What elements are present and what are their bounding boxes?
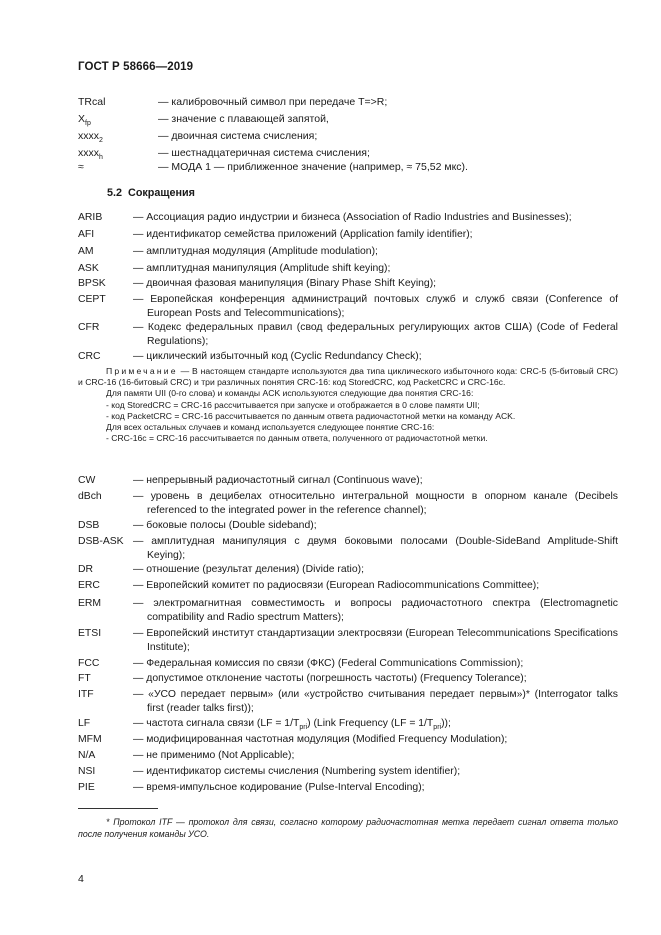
abbr-desc: — «УСО передает первым» (или «устройство считывания передает первым»)* (Interrogator talks first (reader talks first)); [133, 689, 618, 714]
abbr-term: AFI [78, 229, 95, 240]
abbr-row [78, 277, 618, 291]
abbr-desc: — Федеральная комиссия по связи (ФКС) (Federal Communications Commission); [133, 658, 524, 669]
abbr-row [78, 627, 618, 655]
symbol-term: ≈ [78, 161, 84, 173]
abbr-row [78, 597, 618, 625]
abbr-row [78, 657, 618, 671]
symbol-row [78, 147, 598, 161]
section-heading [107, 187, 195, 199]
abbr-row [78, 688, 618, 716]
note-first-paragraph [78, 366, 618, 388]
symbol-term: TRcal [78, 96, 106, 108]
abbr-desc: — боковые полосы (Double sideband); [133, 520, 317, 531]
abbr-desc: — Кодекс федеральных правил (свод федеральных регулирующих актов США) (Code of Federal Regulations); [133, 322, 618, 347]
symbol-term: $X_{fp}$ [78, 113, 91, 127]
abbr-desc: — непрерывный радиочастотный сигнал (Continuous wave); [133, 475, 423, 486]
abbr-term: DSB-ASK [78, 536, 124, 547]
abbr-desc: — не применимо (Not Applicable); [133, 750, 295, 761]
abbr-row [78, 579, 618, 593]
abbr-row [78, 672, 618, 686]
abbr-term: CRC [78, 351, 101, 362]
symbol-desc: — шестнадцатеричная система счисления; [158, 147, 370, 159]
symbol-term: xxxx$_2$ [78, 130, 103, 144]
abbr-row [78, 781, 618, 795]
abbr-row [78, 474, 618, 488]
note-label: Примечание [106, 366, 178, 376]
abbr-term: DSB [78, 520, 100, 531]
symbol-desc: — двоичная система счисления; [158, 130, 318, 142]
section-number: 5.2 [107, 187, 123, 199]
abbr-term: N/A [78, 750, 96, 761]
symbol-desc: — значение с плавающей запятой, [158, 113, 329, 125]
abbr-desc: — частота сигнала связи $(LF = 1/T_{pri})$ (Link Frequency $(LF = 1/T_{pri})$); [133, 718, 451, 731]
section-title: Сокращения [128, 187, 195, 199]
abbr-row [78, 228, 618, 242]
abbr-row [78, 490, 618, 518]
abbr-desc: — двоичная фазовая манипуляция (Binary Phase Shift Keying); [133, 278, 437, 289]
abbr-term: ERC [78, 580, 100, 591]
abbr-desc: — Европейская конференция администраций почтовых служб и служб связи (Conference of European Posts and Telecommunications); [133, 294, 618, 319]
abbr-term: AM [78, 246, 94, 257]
abbr-desc: — допустимое отклонение частоты (погрешность частоты) (Frequency Tolerance); [133, 673, 527, 684]
abbr-desc: — Европейский комитет по радиосвязи (European Radiocommunications Committee); [133, 580, 540, 591]
abbr-desc: — уровень в децибелах относительно интегральной мощности в опорном канале (Decibels referenced to the integrated power in the reference channel); [133, 491, 618, 516]
abbr-row [78, 733, 618, 747]
abbr-term: dBch [78, 491, 102, 502]
abbr-term: ETSI [78, 628, 102, 639]
abbr-desc: — циклический избыточный код (Cyclic Redundancy Check); [133, 351, 422, 362]
page-number: 4 [78, 873, 84, 885]
footnote-divider [78, 808, 158, 809]
abbr-term: ASK [78, 263, 99, 274]
abbr-row [78, 211, 618, 225]
abbr-row [78, 535, 618, 563]
note-line: Для всех остальных случаев и команд используется следующее понятие CRC-16: [106, 422, 435, 433]
symbol-row [78, 96, 598, 110]
symbol-desc: — МОДА 1 — приближенное значение (например, ≈ 75,52 мкс). [158, 161, 468, 173]
abbr-desc: — амплитудная модуляция (Amplitude modulation); [133, 246, 378, 257]
abbr-term: DR [78, 564, 94, 575]
abbr-desc: — амплитудная манипуляция с двумя боковыми полосами (Double-SideBand Amplitude-Shift Keying); [133, 536, 618, 561]
symbol-row [78, 113, 598, 127]
abbr-term: CEPT [78, 294, 106, 305]
footnote: * Протокол ITF — протокол для связи, согласно которому радиочастотная метка передает сигнал ответа только после получения команды УСО. [78, 817, 618, 839]
standard-header: ГОСТ Р 58666—2019 [78, 61, 194, 73]
abbr-row [78, 765, 618, 779]
abbr-row [78, 519, 618, 533]
abbr-term: MFM [78, 734, 102, 745]
note-line: - код PacketCRC = CRC-16 рассчитывается по данным ответа радиочастотной метки на команду ACK. [106, 410, 516, 421]
symbol-row [78, 130, 598, 144]
abbr-desc: — модифицированная частотная модуляция (Modified Frequency Modulation); [133, 734, 508, 745]
abbr-term: NSI [78, 766, 96, 777]
abbr-row [78, 245, 618, 259]
abbr-desc: — электромагнитная совместимость и вопросы радиочастотного спектра (Electromagnetic compatibility and Radio spectrum Matters); [133, 598, 618, 623]
abbr-desc: — Ассоциация радио индустрии и бизнеса (Association of Radio Industries and Businesses); [133, 212, 572, 223]
abbr-term: CW [78, 475, 96, 486]
abbr-desc: — амплитудная манипуляция (Amplitude shift keying); [133, 263, 391, 274]
abbr-term: ERM [78, 598, 102, 609]
abbr-term: CFR [78, 322, 100, 333]
abbr-term: FCC [78, 658, 100, 669]
abbr-desc: — идентификатор системы счисления (Numbering system identifier); [133, 766, 461, 777]
note-line: Для памяти UII (0-го слова) и команды ACK используются следующие два понятия CRC-16: [106, 388, 474, 399]
abbr-row [78, 350, 618, 364]
note-line: - CRC-16c = CRC-16 рассчитывается по данным ответа, полученного от радиочастотной метки. [106, 433, 488, 444]
abbr-row [78, 262, 618, 276]
abbr-term: LF [78, 718, 91, 729]
note-text: — В настоящем стандарте используются два типа циклического избыточного кода: CRC-5 (5-битовый CRC) и CRC-16 (16-битовый CRC) и три различных понятия CRC-16: код StoredCRC, код PacketCRC и CRC-16c. [78, 366, 618, 388]
abbr-term: FT [78, 673, 91, 684]
abbr-desc: — отношение (результат деления) (Divide ratio); [133, 564, 364, 575]
symbol-term: xxxx$_h$ [78, 147, 103, 161]
abbr-row [78, 749, 618, 763]
abbr-term: BPSK [78, 278, 106, 289]
abbr-desc: — идентификатор семейства приложений (Application family identifier); [133, 229, 473, 240]
note-line: - код StoredCRC = CRC-16 рассчитывается при запуске и отображается в 0 слове памяти UII; [106, 399, 480, 410]
abbr-desc: — Европейский институт стандартизации электросвязи (European Telecommunications Specifications Institute); [133, 628, 618, 653]
abbr-term: PIE [78, 782, 95, 793]
abbr-row [78, 321, 618, 349]
abbr-row [78, 293, 618, 321]
abbr-term: ARIB [78, 212, 103, 223]
abbr-row [78, 563, 618, 577]
abbr-term: ITF [78, 689, 94, 700]
crc-note [78, 366, 618, 444]
abbr-row [78, 717, 618, 731]
symbol-row [78, 161, 598, 175]
symbol-desc: — калибровочный символ при передаче T=>R; [158, 96, 388, 108]
abbr-desc: — время-импульсное кодирование (Pulse-Interval Encoding); [133, 782, 425, 793]
